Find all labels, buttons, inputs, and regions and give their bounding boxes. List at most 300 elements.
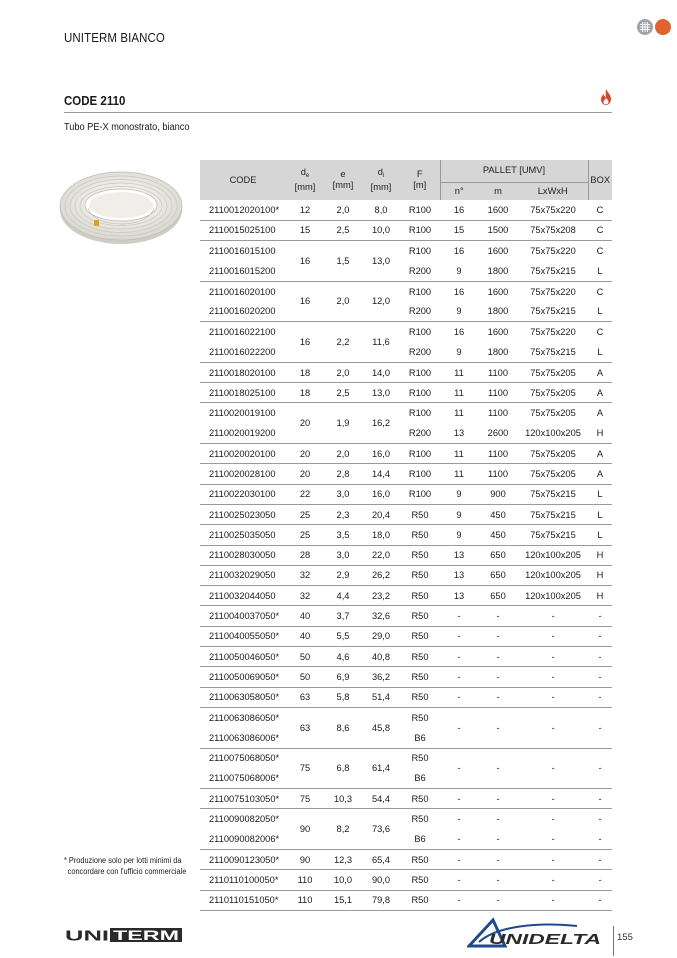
cell-m: - bbox=[478, 667, 518, 687]
table-row bbox=[200, 301, 612, 321]
cell-de: 25 bbox=[286, 504, 324, 524]
cell-m: 1500 bbox=[478, 220, 518, 240]
cell-m: - bbox=[478, 890, 518, 910]
cell-lwh: - bbox=[518, 626, 588, 646]
cell-n: - bbox=[440, 748, 478, 789]
table-row bbox=[200, 362, 612, 382]
cell-de: 20 bbox=[286, 403, 324, 444]
cell-de: 16 bbox=[286, 281, 324, 322]
cell-f: R100 bbox=[400, 220, 440, 240]
cell-de: 16 bbox=[286, 241, 324, 282]
cell-e: 2,2 bbox=[324, 322, 362, 363]
category-badges bbox=[636, 18, 672, 36]
cell-box: - bbox=[588, 626, 612, 646]
cell-e: 3,0 bbox=[324, 484, 362, 504]
cell-e: 2,8 bbox=[324, 464, 362, 484]
cell-di: 90,0 bbox=[362, 870, 400, 890]
table-row bbox=[200, 545, 612, 565]
cell-de: 40 bbox=[286, 626, 324, 646]
cell-di: 36,2 bbox=[362, 667, 400, 687]
cell-box: - bbox=[588, 748, 612, 789]
cell-de: 40 bbox=[286, 606, 324, 626]
cell-n: 9 bbox=[440, 301, 478, 321]
cell-lwh: 75x75x215 bbox=[518, 484, 588, 504]
cell-n: 9 bbox=[440, 484, 478, 504]
cell-m: 650 bbox=[478, 545, 518, 565]
cell-lwh: - bbox=[518, 707, 588, 748]
table-row bbox=[200, 707, 612, 727]
cell-n: - bbox=[440, 829, 478, 849]
cell-e: 2,5 bbox=[324, 383, 362, 403]
cell-code: 2110020028100 bbox=[200, 464, 286, 484]
table-row bbox=[200, 626, 612, 646]
cell-di: 18,0 bbox=[362, 525, 400, 545]
cell-f: R50 bbox=[400, 606, 440, 626]
cell-code: 2110090082006* bbox=[200, 829, 286, 849]
cell-m: 900 bbox=[478, 484, 518, 504]
cell-e: 6,9 bbox=[324, 667, 362, 687]
cell-m: - bbox=[478, 707, 518, 748]
cell-di: 20,4 bbox=[362, 504, 400, 524]
cell-di: 11,6 bbox=[362, 322, 400, 363]
cell-f: R50 bbox=[400, 667, 440, 687]
cell-m: 1800 bbox=[478, 301, 518, 321]
cell-box: A bbox=[596, 408, 604, 419]
table-row bbox=[200, 383, 612, 403]
cell-de: 50 bbox=[286, 647, 324, 667]
col-header-lwh: LxWxH bbox=[518, 182, 588, 200]
cell-m: 1600 bbox=[487, 286, 509, 297]
cell-code: 2110075103050* bbox=[200, 789, 286, 809]
cell-code: 2110090082050* bbox=[209, 814, 280, 825]
cell-di: 54,4 bbox=[362, 789, 400, 809]
cell-lwh: 120x100x205 bbox=[518, 423, 588, 443]
cell-f: R100 bbox=[408, 327, 432, 338]
cell-f: R50 bbox=[400, 890, 440, 910]
cell-e: 2,0 bbox=[324, 281, 362, 322]
cell-code: 2110025023050 bbox=[200, 504, 286, 524]
cell-lwh: 75x75x215 bbox=[518, 525, 588, 545]
table-row bbox=[200, 809, 612, 829]
cell-lwh: 75x75x215 bbox=[518, 261, 588, 281]
orange-badge-icon bbox=[655, 19, 671, 35]
cell-box: - bbox=[588, 647, 612, 667]
cell-box: L bbox=[588, 525, 612, 545]
cell-lwh: 75x75x205 bbox=[518, 464, 588, 484]
cell-n: - bbox=[440, 789, 478, 809]
cell-de: 90 bbox=[286, 850, 324, 870]
cell-di: 13,0 bbox=[362, 383, 400, 403]
cell-box: C bbox=[596, 327, 604, 338]
cell-f: R50 bbox=[400, 626, 440, 646]
cell-lwh: 75x75x215 bbox=[518, 504, 588, 524]
cell-de: 75 bbox=[286, 789, 324, 809]
cell-di: 29,0 bbox=[362, 626, 400, 646]
cell-e: 2,0 bbox=[324, 200, 362, 220]
cell-n: 11 bbox=[440, 444, 478, 464]
cell-lwh: 75x75x215 bbox=[518, 342, 588, 362]
cell-f: R50 bbox=[400, 850, 440, 870]
pipe-coil-image bbox=[58, 168, 184, 246]
cell-m: 650 bbox=[478, 586, 518, 606]
cell-lwh: - bbox=[518, 667, 588, 687]
cell-f: R100 bbox=[400, 484, 440, 504]
cell-box: H bbox=[588, 586, 612, 606]
cell-de: 22 bbox=[286, 484, 324, 504]
col-header-e: e [mm] bbox=[324, 160, 362, 200]
cell-box: L bbox=[588, 504, 612, 524]
cell-code: 2110110100050* bbox=[200, 870, 286, 890]
cell-lwh: - bbox=[518, 850, 588, 870]
cell-box: C bbox=[596, 245, 604, 256]
table-row bbox=[200, 423, 612, 443]
footnote-line-2: concordare con l'ufficio commerciale bbox=[67, 866, 187, 876]
cell-lwh: 75x75x205 bbox=[530, 408, 576, 419]
cell-m: - bbox=[478, 829, 518, 849]
cell-f: B6 bbox=[400, 829, 440, 849]
cell-di: 16,2 bbox=[362, 403, 400, 444]
cell-code: 2110063086006* bbox=[200, 728, 286, 748]
cell-code: 2110018020100 bbox=[200, 362, 286, 382]
uniterm-logo-term: TERM bbox=[113, 928, 179, 942]
cell-de: 20 bbox=[286, 464, 324, 484]
cell-di: 16,0 bbox=[362, 444, 400, 464]
cell-lwh: - bbox=[551, 814, 555, 825]
cell-box: - bbox=[588, 890, 612, 910]
cell-f: R50 bbox=[400, 504, 440, 524]
cell-e: 10,3 bbox=[324, 789, 362, 809]
cell-n: - bbox=[440, 707, 478, 748]
cell-n: 11 bbox=[454, 408, 464, 419]
table-row bbox=[200, 200, 612, 220]
cell-f: R100 bbox=[400, 200, 440, 220]
table-row bbox=[200, 870, 612, 890]
table-row bbox=[200, 606, 612, 626]
cell-m: - bbox=[478, 870, 518, 890]
cell-de: 50 bbox=[286, 667, 324, 687]
cell-code: 2110020020100 bbox=[200, 444, 286, 464]
cell-lwh: - bbox=[518, 789, 588, 809]
cell-box: - bbox=[588, 667, 612, 687]
cell-code: 2110016015100 bbox=[209, 245, 276, 256]
flame-icon bbox=[599, 88, 613, 106]
cell-box: - bbox=[588, 707, 612, 748]
cell-n: 13 bbox=[440, 565, 478, 585]
cell-n: 11 bbox=[440, 362, 478, 382]
cell-de: 28 bbox=[286, 545, 324, 565]
cell-lwh: - bbox=[518, 870, 588, 890]
cell-e: 10,0 bbox=[324, 870, 362, 890]
cell-f: R50 bbox=[400, 565, 440, 585]
cell-f: R200 bbox=[400, 261, 440, 281]
cell-f: R50 bbox=[400, 647, 440, 667]
cell-lwh: 75x75x220 bbox=[530, 245, 576, 256]
cell-code: 2110032044050 bbox=[200, 586, 286, 606]
cell-n: 11 bbox=[440, 383, 478, 403]
cell-m: - bbox=[478, 647, 518, 667]
cell-de: 16 bbox=[286, 322, 324, 363]
table-row bbox=[200, 565, 612, 585]
cell-n: 13 bbox=[440, 545, 478, 565]
cell-code: 2110015025100 bbox=[200, 220, 286, 240]
cell-f: B6 bbox=[400, 728, 440, 748]
cell-e: 8,6 bbox=[324, 707, 362, 748]
cell-m: - bbox=[478, 748, 518, 789]
cell-code: 2110016022200 bbox=[200, 342, 286, 362]
cell-e: 15,1 bbox=[324, 890, 362, 910]
cell-n: 9 bbox=[440, 261, 478, 281]
cell-n: - bbox=[440, 687, 478, 707]
cell-de: 63 bbox=[286, 687, 324, 707]
table-row bbox=[200, 261, 612, 281]
cell-n: - bbox=[440, 890, 478, 910]
cell-de: 110 bbox=[286, 870, 324, 890]
cell-code: 2110020019200 bbox=[200, 423, 286, 443]
cell-de: 15 bbox=[286, 220, 324, 240]
cell-f: R50 bbox=[400, 870, 440, 890]
table-row bbox=[200, 403, 612, 423]
cell-box: - bbox=[598, 814, 602, 825]
cell-lwh: - bbox=[518, 687, 588, 707]
cell-m: 1100 bbox=[478, 383, 518, 403]
cell-n: 13 bbox=[440, 586, 478, 606]
cell-n: 9 bbox=[440, 342, 478, 362]
cell-n: 16 bbox=[453, 286, 465, 297]
cell-code: 2110022030100 bbox=[200, 484, 286, 504]
table-row bbox=[200, 667, 612, 687]
cell-n: 11 bbox=[440, 464, 478, 484]
cell-di: 51,4 bbox=[362, 687, 400, 707]
table-row bbox=[200, 464, 612, 484]
cell-f: B6 bbox=[400, 768, 440, 788]
table-row bbox=[200, 444, 612, 464]
col-header-m: m bbox=[478, 182, 518, 200]
cell-n: 9 bbox=[440, 525, 478, 545]
cell-m: 2600 bbox=[478, 423, 518, 443]
cell-m: 1600 bbox=[487, 245, 509, 256]
cell-e: 2,5 bbox=[324, 220, 362, 240]
cell-n: - bbox=[440, 870, 478, 890]
cell-e: 4,4 bbox=[324, 586, 362, 606]
cell-f: R50 bbox=[400, 789, 440, 809]
cell-box: L bbox=[588, 342, 612, 362]
cell-e: 3,0 bbox=[324, 545, 362, 565]
cell-lwh: 75x75x205 bbox=[518, 362, 588, 382]
cell-box: A bbox=[588, 383, 612, 403]
cell-box: C bbox=[588, 220, 612, 240]
cell-m: 650 bbox=[478, 565, 518, 585]
cell-di: 13,0 bbox=[362, 241, 400, 282]
footer-divider bbox=[613, 926, 614, 956]
cell-n: - bbox=[440, 667, 478, 687]
cell-de: 32 bbox=[286, 565, 324, 585]
table-row bbox=[200, 342, 612, 362]
cell-f: R50 bbox=[411, 814, 429, 825]
cell-f: R100 bbox=[408, 286, 432, 297]
cell-f: R50 bbox=[400, 586, 440, 606]
cell-lwh: 75x75x220 bbox=[530, 327, 576, 338]
cell-e: 8,2 bbox=[324, 809, 362, 850]
page-header-title: UNITERM BIANCO bbox=[64, 31, 165, 45]
cell-box: - bbox=[588, 606, 612, 626]
col-header-box: BOX bbox=[588, 160, 612, 200]
cell-e: 5,5 bbox=[324, 626, 362, 646]
cell-de: 90 bbox=[286, 809, 324, 850]
unidelta-logo bbox=[467, 916, 607, 950]
cell-f: R200 bbox=[400, 423, 440, 443]
cell-lwh: - bbox=[518, 748, 588, 789]
cell-di: 40,8 bbox=[362, 647, 400, 667]
cell-lwh: 75x75x220 bbox=[530, 286, 576, 297]
cell-n: - bbox=[440, 606, 478, 626]
cell-e: 6,8 bbox=[324, 748, 362, 789]
page-number: 155 bbox=[617, 932, 633, 943]
cell-box: H bbox=[588, 565, 612, 585]
cell-n: 13 bbox=[440, 423, 478, 443]
cell-box: - bbox=[588, 850, 612, 870]
cell-f: R50 bbox=[411, 753, 429, 764]
col-header-pallet: PALLET [UMV] bbox=[440, 160, 588, 182]
cell-di: 23,2 bbox=[362, 586, 400, 606]
cell-e: 12,3 bbox=[324, 850, 362, 870]
cell-de: 75 bbox=[286, 748, 324, 789]
cell-lwh: - bbox=[518, 829, 588, 849]
cell-code: 2110016020200 bbox=[200, 301, 286, 321]
cell-code: 2110012020100* bbox=[200, 200, 286, 220]
footnote-line-1: * Produzione solo per lotti minimi da bbox=[64, 856, 182, 865]
cell-de: 18 bbox=[286, 383, 324, 403]
cell-lwh: 75x75x205 bbox=[518, 444, 588, 464]
cell-lwh: 120x100x205 bbox=[518, 565, 588, 585]
cell-code: 2110075068050* bbox=[209, 753, 280, 764]
cell-n: 9 bbox=[440, 504, 478, 524]
cell-m: 450 bbox=[478, 525, 518, 545]
cell-f: R100 bbox=[400, 383, 440, 403]
table-row bbox=[200, 890, 612, 910]
cell-m: 1600 bbox=[478, 200, 518, 220]
table-row bbox=[200, 484, 612, 504]
cell-de: 25 bbox=[286, 525, 324, 545]
cell-m: 1100 bbox=[478, 464, 518, 484]
cell-m: - bbox=[478, 687, 518, 707]
footnote bbox=[64, 856, 186, 877]
cell-lwh: 75x75x205 bbox=[518, 383, 588, 403]
cell-di: 12,0 bbox=[362, 281, 400, 322]
cell-e: 1,9 bbox=[324, 403, 362, 444]
cell-di: 8,0 bbox=[362, 200, 400, 220]
cell-e: 2,0 bbox=[324, 444, 362, 464]
cell-e: 3,7 bbox=[324, 606, 362, 626]
cell-code: 2110020019100 bbox=[209, 408, 276, 419]
cell-box: C bbox=[596, 286, 604, 297]
cell-f: R50 bbox=[400, 545, 440, 565]
cell-de: 32 bbox=[286, 586, 324, 606]
cell-m: - bbox=[478, 626, 518, 646]
cell-box: A bbox=[588, 362, 612, 382]
cell-f: R100 bbox=[400, 464, 440, 484]
cell-box: - bbox=[588, 789, 612, 809]
cell-di: 79,8 bbox=[362, 890, 400, 910]
cell-m: 1800 bbox=[478, 342, 518, 362]
cell-n: - bbox=[457, 814, 461, 825]
cell-di: 45,8 bbox=[362, 707, 400, 748]
cell-lwh: 75x75x208 bbox=[518, 220, 588, 240]
table-row bbox=[200, 829, 612, 849]
cell-m: - bbox=[478, 850, 518, 870]
table-row bbox=[200, 850, 612, 870]
cell-lwh: - bbox=[518, 647, 588, 667]
cell-f: R200 bbox=[400, 342, 440, 362]
unidelta-logo-text: UNIDELTA bbox=[489, 931, 601, 948]
cell-de: 110 bbox=[286, 890, 324, 910]
cell-code: 2110025035050 bbox=[200, 525, 286, 545]
cell-e: 5,8 bbox=[324, 687, 362, 707]
cell-m: 450 bbox=[478, 504, 518, 524]
cell-code: 2110063058050* bbox=[200, 687, 286, 707]
cell-e: 1,5 bbox=[324, 241, 362, 282]
product-subtitle: Tubo PE-X monostrato, bianco bbox=[64, 122, 190, 133]
cell-m: 1800 bbox=[478, 261, 518, 281]
cell-e: 2,3 bbox=[324, 504, 362, 524]
cell-box: L bbox=[588, 261, 612, 281]
cell-di: 10,0 bbox=[362, 220, 400, 240]
cell-m: - bbox=[478, 606, 518, 626]
col-header-n: n° bbox=[440, 182, 478, 200]
cell-f: R100 bbox=[408, 245, 432, 256]
cell-di: 32,6 bbox=[362, 606, 400, 626]
cell-box: L bbox=[588, 301, 612, 321]
cell-de: 20 bbox=[286, 444, 324, 464]
cell-lwh: - bbox=[518, 890, 588, 910]
cell-box: - bbox=[588, 870, 612, 890]
cell-n: - bbox=[440, 850, 478, 870]
cell-m: 1600 bbox=[487, 327, 509, 338]
cell-di: 65,4 bbox=[362, 850, 400, 870]
table-row bbox=[200, 322, 612, 342]
cell-code: 2110090123050* bbox=[200, 850, 286, 870]
table-row bbox=[200, 586, 612, 606]
uniterm-logo bbox=[64, 928, 182, 942]
table-row bbox=[200, 789, 612, 809]
cell-box: L bbox=[588, 484, 612, 504]
table-row bbox=[200, 504, 612, 524]
cell-f: R50 bbox=[400, 687, 440, 707]
cell-di: 22,0 bbox=[362, 545, 400, 565]
cell-code: 2110050069050* bbox=[200, 667, 286, 687]
code-title: CODE 2110 bbox=[64, 94, 126, 108]
table-row bbox=[200, 525, 612, 545]
cell-code: 2110016022100 bbox=[209, 327, 276, 338]
col-header-code: CODE bbox=[200, 160, 286, 200]
cell-di: 14,0 bbox=[362, 362, 400, 382]
col-header-de: $d_e$ [mm] bbox=[286, 160, 324, 200]
table-row bbox=[200, 687, 612, 707]
cell-box: A bbox=[588, 444, 612, 464]
cell-code: 2110075068006* bbox=[200, 768, 286, 788]
cell-code: 2110110151050* bbox=[200, 890, 286, 910]
table-row bbox=[200, 647, 612, 667]
cell-code: 2110032029050 bbox=[200, 565, 286, 585]
cell-de: 12 bbox=[286, 200, 324, 220]
cell-box: - bbox=[588, 829, 612, 849]
cell-e: 4,6 bbox=[324, 647, 362, 667]
table-row bbox=[200, 281, 612, 301]
cell-code: 2110040037050* bbox=[200, 606, 286, 626]
cell-lwh: - bbox=[518, 606, 588, 626]
cell-f: R50 bbox=[400, 525, 440, 545]
cell-m: 1100 bbox=[478, 362, 518, 382]
cell-lwh: 75x75x220 bbox=[518, 200, 588, 220]
